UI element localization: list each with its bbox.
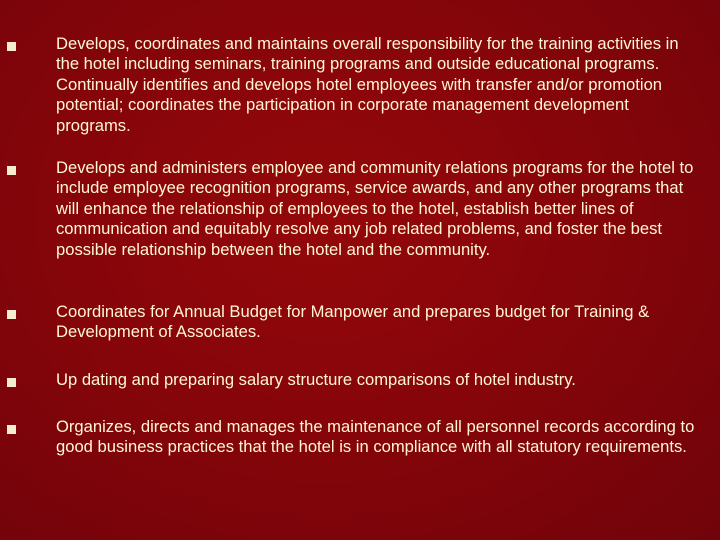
bullet-text: Develops, coordinates and maintains overall responsibility for the training activities in the hotel including seminars, training programs and outside educational programs. Continually identifies and develops hotel employees with transfer and/or promotion potential; coordinates the participation in corporate management development programs. [56,34,679,135]
square-bullet-icon [7,310,16,319]
square-bullet-icon [7,378,16,387]
square-bullet-icon [7,166,16,175]
bullet-text: Organizes, directs and manages the maintenance of all personnel records according to good business practices that the hotel is in compliance with all statutory requirements. [56,417,695,457]
square-bullet-icon [7,42,16,51]
bullet-text: Develops and administers employee and community relations programs for the hotel to include employee recognition programs, service awards, and any other programs that will enhance the relationship of employees to the hotel, establish better lines of communication and equitably resolve any job related problems, and foster the best possible relationship between the hotel and the community. [56,158,694,259]
square-bullet-icon [7,425,16,434]
bullet-text: Coordinates for Annual Budget for Manpower and prepares budget for Training & Development of Associates. [56,302,650,342]
bullet-text: Up dating and preparing salary structure comparisons of hotel industry. [56,370,576,389]
